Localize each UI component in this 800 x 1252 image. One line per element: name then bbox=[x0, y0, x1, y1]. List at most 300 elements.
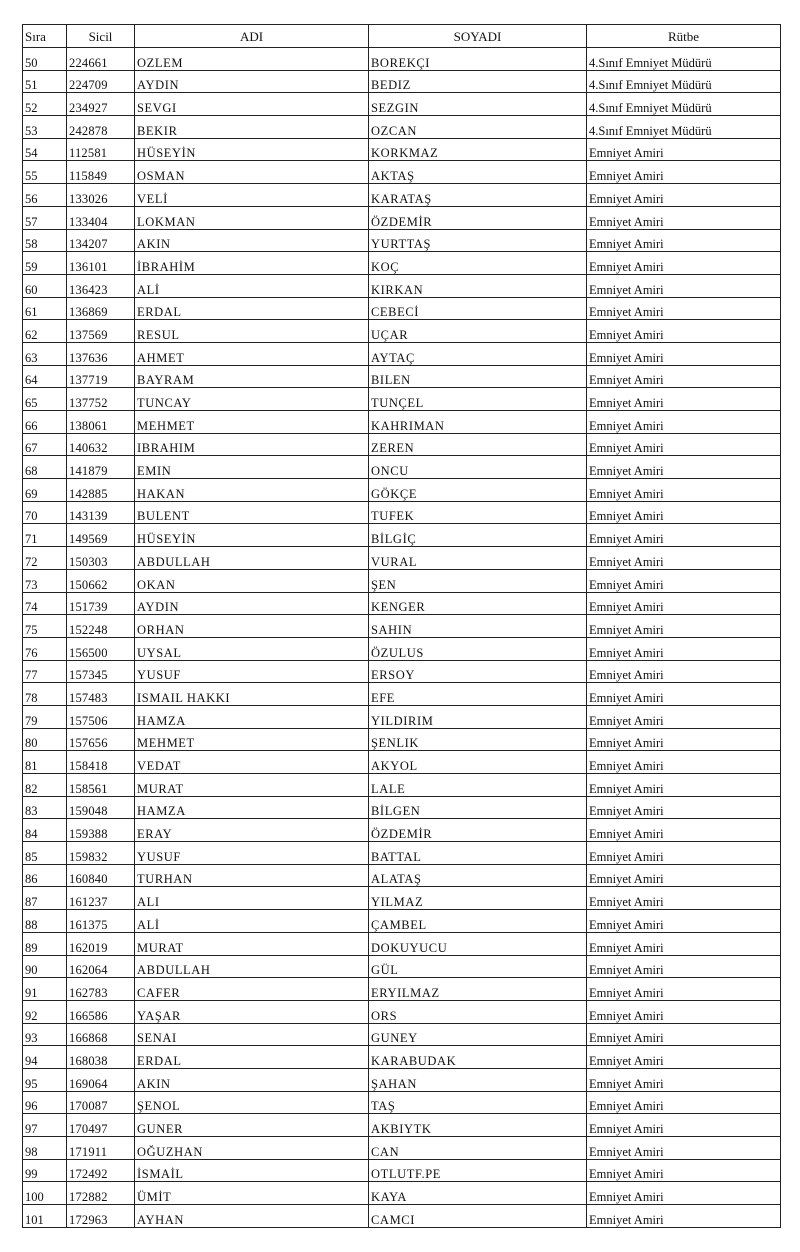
sira-cell: 56 bbox=[23, 184, 67, 207]
soyadi-cell: ŞENLIK bbox=[369, 728, 587, 751]
sicil-cell: 159048 bbox=[67, 796, 135, 819]
table-row bbox=[23, 70, 781, 93]
rutbe-cell: Emniyet Amiri bbox=[587, 1023, 781, 1046]
sira-cell: 89 bbox=[23, 932, 67, 955]
soyadi-cell: KAYA bbox=[369, 1182, 587, 1205]
rutbe-cell: Emniyet Amiri bbox=[587, 297, 781, 320]
rutbe-cell: Emniyet Amiri bbox=[587, 683, 781, 706]
sicil-cell: 150303 bbox=[67, 547, 135, 570]
adi-cell: HÜSEYİN bbox=[135, 138, 369, 161]
table-row bbox=[23, 388, 781, 411]
rutbe-cell: Emniyet Amiri bbox=[587, 819, 781, 842]
soyadi-cell: BEDIZ bbox=[369, 70, 587, 93]
table-row bbox=[23, 229, 781, 252]
rutbe-cell: Emniyet Amiri bbox=[587, 751, 781, 774]
table-row bbox=[23, 1137, 781, 1160]
sira-cell: 101 bbox=[23, 1205, 67, 1228]
soyadi-cell: TUNÇEL bbox=[369, 388, 587, 411]
soyadi-cell: AKYOL bbox=[369, 751, 587, 774]
soyadi-cell: ORS bbox=[369, 1000, 587, 1023]
sira-cell: 87 bbox=[23, 887, 67, 910]
adi-cell: HAMZA bbox=[135, 796, 369, 819]
table-row bbox=[23, 705, 781, 728]
adi-cell: AHMET bbox=[135, 342, 369, 365]
soyadi-cell: KENGER bbox=[369, 592, 587, 615]
sicil-cell: 162019 bbox=[67, 932, 135, 955]
rutbe-cell: Emniyet Amiri bbox=[587, 274, 781, 297]
sicil-cell: 112581 bbox=[67, 138, 135, 161]
adi-cell: ALİ bbox=[135, 910, 369, 933]
table-row bbox=[23, 206, 781, 229]
rutbe-cell: Emniyet Amiri bbox=[587, 1000, 781, 1023]
table-row bbox=[23, 274, 781, 297]
table-row bbox=[23, 365, 781, 388]
rutbe-cell: Emniyet Amiri bbox=[587, 774, 781, 797]
soyadi-cell: SAHIN bbox=[369, 615, 587, 638]
table-row bbox=[23, 1046, 781, 1069]
soyadi-cell: CEBECİ bbox=[369, 297, 587, 320]
sicil-cell: 152248 bbox=[67, 615, 135, 638]
sira-cell: 54 bbox=[23, 138, 67, 161]
sicil-cell: 171911 bbox=[67, 1137, 135, 1160]
rutbe-cell: Emniyet Amiri bbox=[587, 910, 781, 933]
rutbe-cell: Emniyet Amiri bbox=[587, 932, 781, 955]
table-row bbox=[23, 615, 781, 638]
sira-cell: 86 bbox=[23, 864, 67, 887]
sira-cell: 57 bbox=[23, 206, 67, 229]
sira-cell: 62 bbox=[23, 320, 67, 343]
sicil-cell: 159388 bbox=[67, 819, 135, 842]
sicil-cell: 150662 bbox=[67, 569, 135, 592]
sicil-cell: 172492 bbox=[67, 1159, 135, 1182]
soyadi-cell: ERSOY bbox=[369, 660, 587, 683]
soyadi-cell: AKBIYTK bbox=[369, 1114, 587, 1137]
adi-cell: MEHMET bbox=[135, 411, 369, 434]
sira-cell: 67 bbox=[23, 433, 67, 456]
rutbe-cell: Emniyet Amiri bbox=[587, 660, 781, 683]
sira-cell: 85 bbox=[23, 842, 67, 865]
adi-cell: YUSUF bbox=[135, 660, 369, 683]
soyadi-cell: DOKUYUCU bbox=[369, 932, 587, 955]
table-row bbox=[23, 456, 781, 479]
adi-cell: İBRAHİM bbox=[135, 252, 369, 275]
sicil-cell: 140632 bbox=[67, 433, 135, 456]
table-row bbox=[23, 819, 781, 842]
sicil-cell: 137752 bbox=[67, 388, 135, 411]
sira-cell: 70 bbox=[23, 501, 67, 524]
adi-cell: VEDAT bbox=[135, 751, 369, 774]
sira-cell: 59 bbox=[23, 252, 67, 275]
table-row bbox=[23, 116, 781, 139]
sira-cell: 55 bbox=[23, 161, 67, 184]
rutbe-cell: Emniyet Amiri bbox=[587, 728, 781, 751]
sicil-cell: 242878 bbox=[67, 116, 135, 139]
sira-cell: 90 bbox=[23, 955, 67, 978]
rutbe-cell: Emniyet Amiri bbox=[587, 637, 781, 660]
table-row bbox=[23, 1000, 781, 1023]
soyadi-cell: TUFEK bbox=[369, 501, 587, 524]
rutbe-cell: Emniyet Amiri bbox=[587, 1091, 781, 1114]
rutbe-cell: Emniyet Amiri bbox=[587, 252, 781, 275]
adi-cell: UYSAL bbox=[135, 637, 369, 660]
sicil-cell: 234927 bbox=[67, 93, 135, 116]
sicil-cell: 134207 bbox=[67, 229, 135, 252]
adi-cell: OKAN bbox=[135, 569, 369, 592]
adi-cell: AYHAN bbox=[135, 1205, 369, 1228]
adi-cell: MEHMET bbox=[135, 728, 369, 751]
adi-cell: ÜMİT bbox=[135, 1182, 369, 1205]
soyadi-cell: ÖZULUS bbox=[369, 637, 587, 660]
rutbe-cell: Emniyet Amiri bbox=[587, 229, 781, 252]
adi-cell: MURAT bbox=[135, 774, 369, 797]
adi-cell: ISMAIL HAKKI bbox=[135, 683, 369, 706]
adi-cell: MURAT bbox=[135, 932, 369, 955]
soyadi-cell: ÖZDEMİR bbox=[369, 206, 587, 229]
header-adi: ADI bbox=[135, 25, 369, 48]
rutbe-cell: Emniyet Amiri bbox=[587, 955, 781, 978]
adi-cell: GUNER bbox=[135, 1114, 369, 1137]
sira-cell: 97 bbox=[23, 1114, 67, 1137]
adi-cell: CAFER bbox=[135, 978, 369, 1001]
sira-cell: 72 bbox=[23, 547, 67, 570]
rutbe-cell: 4.Sınıf Emniyet Müdürü bbox=[587, 116, 781, 139]
adi-cell: OĞUZHAN bbox=[135, 1137, 369, 1160]
sicil-cell: 158561 bbox=[67, 774, 135, 797]
sicil-cell: 158418 bbox=[67, 751, 135, 774]
rutbe-cell: Emniyet Amiri bbox=[587, 1182, 781, 1205]
adi-cell: IBRAHIM bbox=[135, 433, 369, 456]
soyadi-cell: BILEN bbox=[369, 365, 587, 388]
adi-cell: AYDIN bbox=[135, 592, 369, 615]
sira-cell: 100 bbox=[23, 1182, 67, 1205]
rutbe-cell: Emniyet Amiri bbox=[587, 1205, 781, 1228]
soyadi-cell: BOREKÇI bbox=[369, 48, 587, 71]
sira-cell: 66 bbox=[23, 411, 67, 434]
header-sira: Sıra bbox=[23, 25, 67, 48]
rutbe-cell: Emniyet Amiri bbox=[587, 569, 781, 592]
rutbe-cell: Emniyet Amiri bbox=[587, 184, 781, 207]
adi-cell: SEVGI bbox=[135, 93, 369, 116]
sira-cell: 76 bbox=[23, 637, 67, 660]
adi-cell: ABDULLAH bbox=[135, 547, 369, 570]
rutbe-cell: 4.Sınıf Emniyet Müdürü bbox=[587, 70, 781, 93]
soyadi-cell: BATTAL bbox=[369, 842, 587, 865]
sira-cell: 88 bbox=[23, 910, 67, 933]
soyadi-cell: ALATAŞ bbox=[369, 864, 587, 887]
sira-cell: 61 bbox=[23, 297, 67, 320]
sicil-cell: 137719 bbox=[67, 365, 135, 388]
sicil-cell: 166586 bbox=[67, 1000, 135, 1023]
adi-cell: TURHAN bbox=[135, 864, 369, 887]
table-row bbox=[23, 660, 781, 683]
sicil-cell: 162064 bbox=[67, 955, 135, 978]
soyadi-cell: AKTAŞ bbox=[369, 161, 587, 184]
adi-cell: HÜSEYİN bbox=[135, 524, 369, 547]
sicil-cell: 161237 bbox=[67, 887, 135, 910]
personnel-table bbox=[22, 24, 781, 1228]
sicil-cell: 138061 bbox=[67, 411, 135, 434]
rutbe-cell: Emniyet Amiri bbox=[587, 365, 781, 388]
sicil-cell: 136869 bbox=[67, 297, 135, 320]
sicil-cell: 169064 bbox=[67, 1068, 135, 1091]
adi-cell: HAKAN bbox=[135, 479, 369, 502]
sira-cell: 84 bbox=[23, 819, 67, 842]
sira-cell: 93 bbox=[23, 1023, 67, 1046]
table-row bbox=[23, 342, 781, 365]
rutbe-cell: Emniyet Amiri bbox=[587, 978, 781, 1001]
table-row bbox=[23, 48, 781, 71]
sira-cell: 65 bbox=[23, 388, 67, 411]
soyadi-cell: ÇAMBEL bbox=[369, 910, 587, 933]
adi-cell: ERDAL bbox=[135, 1046, 369, 1069]
table-row bbox=[23, 252, 781, 275]
table-row bbox=[23, 932, 781, 955]
soyadi-cell: BİLGEN bbox=[369, 796, 587, 819]
sicil-cell: 160840 bbox=[67, 864, 135, 887]
adi-cell: YUSUF bbox=[135, 842, 369, 865]
soyadi-cell: BİLGİÇ bbox=[369, 524, 587, 547]
table-row bbox=[23, 1091, 781, 1114]
sira-cell: 73 bbox=[23, 569, 67, 592]
sicil-cell: 157656 bbox=[67, 728, 135, 751]
soyadi-cell: ZEREN bbox=[369, 433, 587, 456]
soyadi-cell: EFE bbox=[369, 683, 587, 706]
soyadi-cell: KARATAŞ bbox=[369, 184, 587, 207]
sira-cell: 74 bbox=[23, 592, 67, 615]
table-row bbox=[23, 842, 781, 865]
sicil-cell: 137569 bbox=[67, 320, 135, 343]
soyadi-cell: CAMCI bbox=[369, 1205, 587, 1228]
sicil-cell: 136423 bbox=[67, 274, 135, 297]
adi-cell: ŞENOL bbox=[135, 1091, 369, 1114]
sicil-cell: 157345 bbox=[67, 660, 135, 683]
rutbe-cell: Emniyet Amiri bbox=[587, 320, 781, 343]
soyadi-cell: KORKMAZ bbox=[369, 138, 587, 161]
sira-cell: 51 bbox=[23, 70, 67, 93]
sira-cell: 50 bbox=[23, 48, 67, 71]
soyadi-cell: AYTAÇ bbox=[369, 342, 587, 365]
adi-cell: ALI bbox=[135, 887, 369, 910]
rutbe-cell: Emniyet Amiri bbox=[587, 501, 781, 524]
rutbe-cell: 4.Sınıf Emniyet Müdürü bbox=[587, 93, 781, 116]
table-row bbox=[23, 320, 781, 343]
rutbe-cell: Emniyet Amiri bbox=[587, 705, 781, 728]
sira-cell: 95 bbox=[23, 1068, 67, 1091]
soyadi-cell: YURTTAŞ bbox=[369, 229, 587, 252]
sira-cell: 83 bbox=[23, 796, 67, 819]
rutbe-cell: Emniyet Amiri bbox=[587, 592, 781, 615]
soyadi-cell: ŞEN bbox=[369, 569, 587, 592]
soyadi-cell: LALE bbox=[369, 774, 587, 797]
table-row bbox=[23, 161, 781, 184]
adi-cell: ORHAN bbox=[135, 615, 369, 638]
table-row bbox=[23, 910, 781, 933]
adi-cell: RESUL bbox=[135, 320, 369, 343]
sira-cell: 94 bbox=[23, 1046, 67, 1069]
table-row bbox=[23, 524, 781, 547]
sicil-cell: 162783 bbox=[67, 978, 135, 1001]
sicil-cell: 168038 bbox=[67, 1046, 135, 1069]
sicil-cell: 143139 bbox=[67, 501, 135, 524]
rutbe-cell: Emniyet Amiri bbox=[587, 342, 781, 365]
sira-cell: 80 bbox=[23, 728, 67, 751]
table-row bbox=[23, 887, 781, 910]
table-row bbox=[23, 433, 781, 456]
sira-cell: 64 bbox=[23, 365, 67, 388]
table-row bbox=[23, 1182, 781, 1205]
table-row bbox=[23, 592, 781, 615]
sira-cell: 68 bbox=[23, 456, 67, 479]
table-row bbox=[23, 1159, 781, 1182]
table-row bbox=[23, 93, 781, 116]
table-row bbox=[23, 411, 781, 434]
adi-cell: YAŞAR bbox=[135, 1000, 369, 1023]
header-row bbox=[23, 25, 781, 48]
soyadi-cell: TAŞ bbox=[369, 1091, 587, 1114]
sira-cell: 69 bbox=[23, 479, 67, 502]
sira-cell: 77 bbox=[23, 660, 67, 683]
rutbe-cell: Emniyet Amiri bbox=[587, 615, 781, 638]
rutbe-cell: Emniyet Amiri bbox=[587, 411, 781, 434]
rutbe-cell: Emniyet Amiri bbox=[587, 138, 781, 161]
adi-cell: OZLEM bbox=[135, 48, 369, 71]
adi-cell: BAYRAM bbox=[135, 365, 369, 388]
adi-cell: TUNCAY bbox=[135, 388, 369, 411]
adi-cell: AKIN bbox=[135, 1068, 369, 1091]
rutbe-cell: Emniyet Amiri bbox=[587, 524, 781, 547]
adi-cell: SENAI bbox=[135, 1023, 369, 1046]
adi-cell: ABDULLAH bbox=[135, 955, 369, 978]
adi-cell: VELİ bbox=[135, 184, 369, 207]
sira-cell: 53 bbox=[23, 116, 67, 139]
rutbe-cell: Emniyet Amiri bbox=[587, 1159, 781, 1182]
soyadi-cell: VURAL bbox=[369, 547, 587, 570]
sicil-cell: 149569 bbox=[67, 524, 135, 547]
table-row bbox=[23, 138, 781, 161]
rutbe-cell: Emniyet Amiri bbox=[587, 479, 781, 502]
sicil-cell: 224661 bbox=[67, 48, 135, 71]
table-row bbox=[23, 479, 781, 502]
sicil-cell: 172963 bbox=[67, 1205, 135, 1228]
sicil-cell: 133404 bbox=[67, 206, 135, 229]
sira-cell: 79 bbox=[23, 705, 67, 728]
table-row bbox=[23, 864, 781, 887]
sicil-cell: 133026 bbox=[67, 184, 135, 207]
sicil-cell: 136101 bbox=[67, 252, 135, 275]
header-soyadi: SOYADI bbox=[369, 25, 587, 48]
table-row bbox=[23, 1023, 781, 1046]
sira-cell: 63 bbox=[23, 342, 67, 365]
sicil-cell: 166868 bbox=[67, 1023, 135, 1046]
sicil-cell: 156500 bbox=[67, 637, 135, 660]
sira-cell: 99 bbox=[23, 1159, 67, 1182]
sicil-cell: 151739 bbox=[67, 592, 135, 615]
sicil-cell: 161375 bbox=[67, 910, 135, 933]
sira-cell: 78 bbox=[23, 683, 67, 706]
header-rutbe: Rütbe bbox=[587, 25, 781, 48]
sicil-cell: 115849 bbox=[67, 161, 135, 184]
rutbe-cell: Emniyet Amiri bbox=[587, 433, 781, 456]
table-row bbox=[23, 1205, 781, 1228]
sicil-cell: 159832 bbox=[67, 842, 135, 865]
table-row bbox=[23, 501, 781, 524]
table-row bbox=[23, 184, 781, 207]
table-row bbox=[23, 637, 781, 660]
table-row bbox=[23, 955, 781, 978]
table-row bbox=[23, 297, 781, 320]
soyadi-cell: UÇAR bbox=[369, 320, 587, 343]
sicil-cell: 137636 bbox=[67, 342, 135, 365]
soyadi-cell: YILMAZ bbox=[369, 887, 587, 910]
sicil-cell: 172882 bbox=[67, 1182, 135, 1205]
table-row bbox=[23, 547, 781, 570]
adi-cell: AKIN bbox=[135, 229, 369, 252]
sira-cell: 92 bbox=[23, 1000, 67, 1023]
table-row bbox=[23, 978, 781, 1001]
rutbe-cell: Emniyet Amiri bbox=[587, 547, 781, 570]
table-row bbox=[23, 1114, 781, 1137]
soyadi-cell: YILDIRIM bbox=[369, 705, 587, 728]
sicil-cell: 142885 bbox=[67, 479, 135, 502]
rutbe-cell: Emniyet Amiri bbox=[587, 206, 781, 229]
adi-cell: ERDAL bbox=[135, 297, 369, 320]
sicil-cell: 224709 bbox=[67, 70, 135, 93]
soyadi-cell: KOÇ bbox=[369, 252, 587, 275]
table-row bbox=[23, 796, 781, 819]
adi-cell: AYDIN bbox=[135, 70, 369, 93]
sira-cell: 82 bbox=[23, 774, 67, 797]
soyadi-cell: CAN bbox=[369, 1137, 587, 1160]
rutbe-cell: Emniyet Amiri bbox=[587, 796, 781, 819]
table-row bbox=[23, 683, 781, 706]
header-sicil: Sicil bbox=[67, 25, 135, 48]
sicil-cell: 157483 bbox=[67, 683, 135, 706]
sicil-cell: 141879 bbox=[67, 456, 135, 479]
rutbe-cell: Emniyet Amiri bbox=[587, 864, 781, 887]
sira-cell: 81 bbox=[23, 751, 67, 774]
rutbe-cell: Emniyet Amiri bbox=[587, 842, 781, 865]
sicil-cell: 157506 bbox=[67, 705, 135, 728]
table-row bbox=[23, 728, 781, 751]
sira-cell: 52 bbox=[23, 93, 67, 116]
rutbe-cell: Emniyet Amiri bbox=[587, 1068, 781, 1091]
soyadi-cell: ÖZDEMİR bbox=[369, 819, 587, 842]
table-row bbox=[23, 569, 781, 592]
rutbe-cell: Emniyet Amiri bbox=[587, 887, 781, 910]
sira-cell: 58 bbox=[23, 229, 67, 252]
sira-cell: 98 bbox=[23, 1137, 67, 1160]
soyadi-cell: ONCU bbox=[369, 456, 587, 479]
adi-cell: OSMAN bbox=[135, 161, 369, 184]
sira-cell: 75 bbox=[23, 615, 67, 638]
rutbe-cell: 4.Sınıf Emniyet Müdürü bbox=[587, 48, 781, 71]
table-row bbox=[23, 1068, 781, 1091]
adi-cell: LOKMAN bbox=[135, 206, 369, 229]
table-row bbox=[23, 774, 781, 797]
sira-cell: 96 bbox=[23, 1091, 67, 1114]
rutbe-cell: Emniyet Amiri bbox=[587, 1046, 781, 1069]
adi-cell: EMIN bbox=[135, 456, 369, 479]
soyadi-cell: GÜL bbox=[369, 955, 587, 978]
sicil-cell: 170497 bbox=[67, 1114, 135, 1137]
soyadi-cell: OTLUTF.PE bbox=[369, 1159, 587, 1182]
adi-cell: ERAY bbox=[135, 819, 369, 842]
table-row bbox=[23, 751, 781, 774]
soyadi-cell: ERYILMAZ bbox=[369, 978, 587, 1001]
rutbe-cell: Emniyet Amiri bbox=[587, 1137, 781, 1160]
sira-cell: 71 bbox=[23, 524, 67, 547]
sicil-cell: 170087 bbox=[67, 1091, 135, 1114]
